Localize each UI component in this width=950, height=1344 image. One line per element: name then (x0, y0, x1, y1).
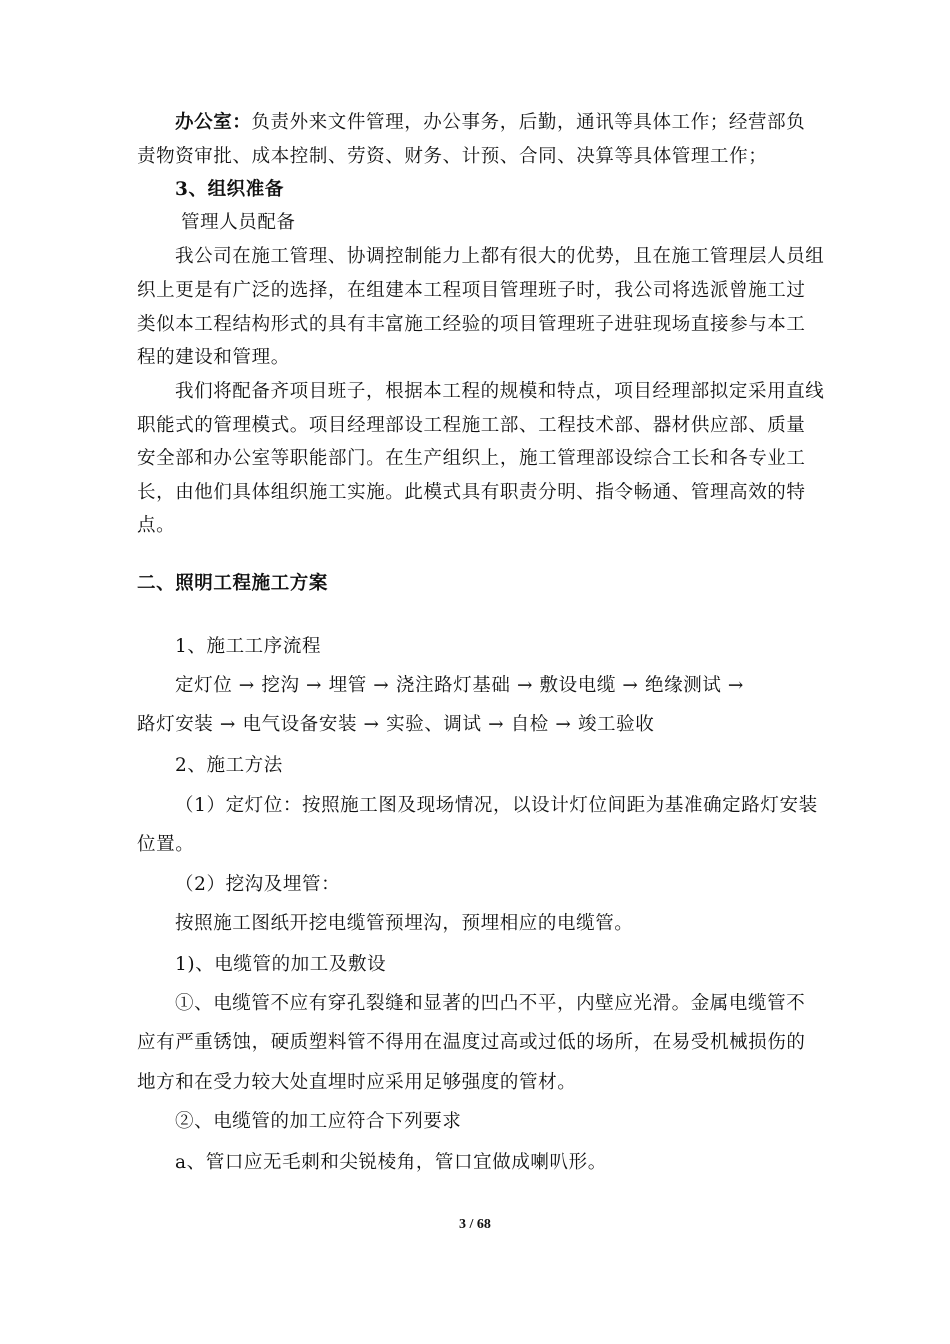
chapter-heading: 二、照明工程施工方案 (137, 573, 329, 594)
paragraph-line: 程的建设和管理。 (137, 347, 290, 368)
paragraph-line (175, 111, 805, 135)
paragraph-line: 我们将配备齐项目班子，根据本工程的规模和特点，项目经理部拟定采用直线 (175, 381, 825, 402)
paragraph-line: 点。 (137, 515, 176, 536)
paragraph-line: 应有严重锈蚀，硬质塑料管不得用在温度过高或过低的场所，在易受机械损伤的 (137, 1032, 806, 1053)
paragraph-line: 长，由他们具体组织施工实施。此模式具有职责分明、指令畅通、管理高效的特 (137, 482, 806, 503)
subheading: 管理人员配备 (181, 212, 296, 233)
paragraph-line: ①、电缆管不应有穿孔裂缝和显著的凹凸不平，内壁应光滑。金属电缆管不 (175, 993, 806, 1014)
paragraph-line: （2）挖沟及埋管： (175, 874, 341, 895)
paragraph-line: （1）定灯位：按照施工图及现场情况，以设计灯位间距为基准确定路灯安装 (175, 795, 818, 816)
subheading: 2、施工方法 (175, 755, 283, 776)
paragraph-line: 安全部和办公室等职能部门。在生产组织上，施工管理部设综合工长和各专业工 (137, 448, 806, 469)
office-label: 办公室： (175, 112, 252, 133)
paragraph-line: ②、电缆管的加工应符合下列要求 (175, 1111, 462, 1132)
paragraph-line: 按照施工图纸开挖电缆管预埋沟，预埋相应的电缆管。 (175, 913, 634, 934)
process-flow-line: 路灯安装 → 电气设备安装 → 实验、调试 → 自检 → 竣工验收 (137, 714, 655, 735)
paragraph-line: 我公司在施工管理、协调控制能力上都有很大的优势，且在施工管理层人员组 (175, 246, 825, 267)
paragraph-line: 织上更是有广泛的选择，在组建本工程项目管理班子时，我公司将选派曾施工过 (137, 280, 806, 301)
office-text: 负责外来文件管理，办公事务，后勤，通讯等具体工作；经营部负 (251, 112, 806, 133)
paragraph-line: 地方和在受力较大处直埋时应采用足够强度的管材。 (137, 1072, 577, 1093)
process-flow-line: 定灯位 → 挖沟 → 埋管 → 浇注路灯基础 → 敷设电缆 → 绝缘测试 → (175, 675, 744, 696)
subheading: 1、施工工序流程 (175, 636, 322, 657)
paragraph-line: 责物资审批、成本控制、劳资、财务、计预、合同、决算等具体管理工作； (137, 146, 768, 167)
paragraph-line: a、管口应无毛刺和尖锐棱角，管口宜做成喇叭形。 (175, 1152, 607, 1173)
subheading: 1)、电缆管的加工及敷设 (175, 954, 387, 975)
paragraph-line: 职能式的管理模式。项目经理部设工程施工部、工程技术部、器材供应部、质量 (137, 415, 806, 436)
page-number: 3 / 68 (459, 1217, 491, 1232)
paragraph-line: 类似本工程结构形式的具有丰富施工经验的项目管理班子进驻现场直接参与本工 (137, 314, 806, 335)
paragraph-line: 位置。 (137, 834, 195, 855)
section-heading: 3、组织准备 (175, 179, 284, 200)
